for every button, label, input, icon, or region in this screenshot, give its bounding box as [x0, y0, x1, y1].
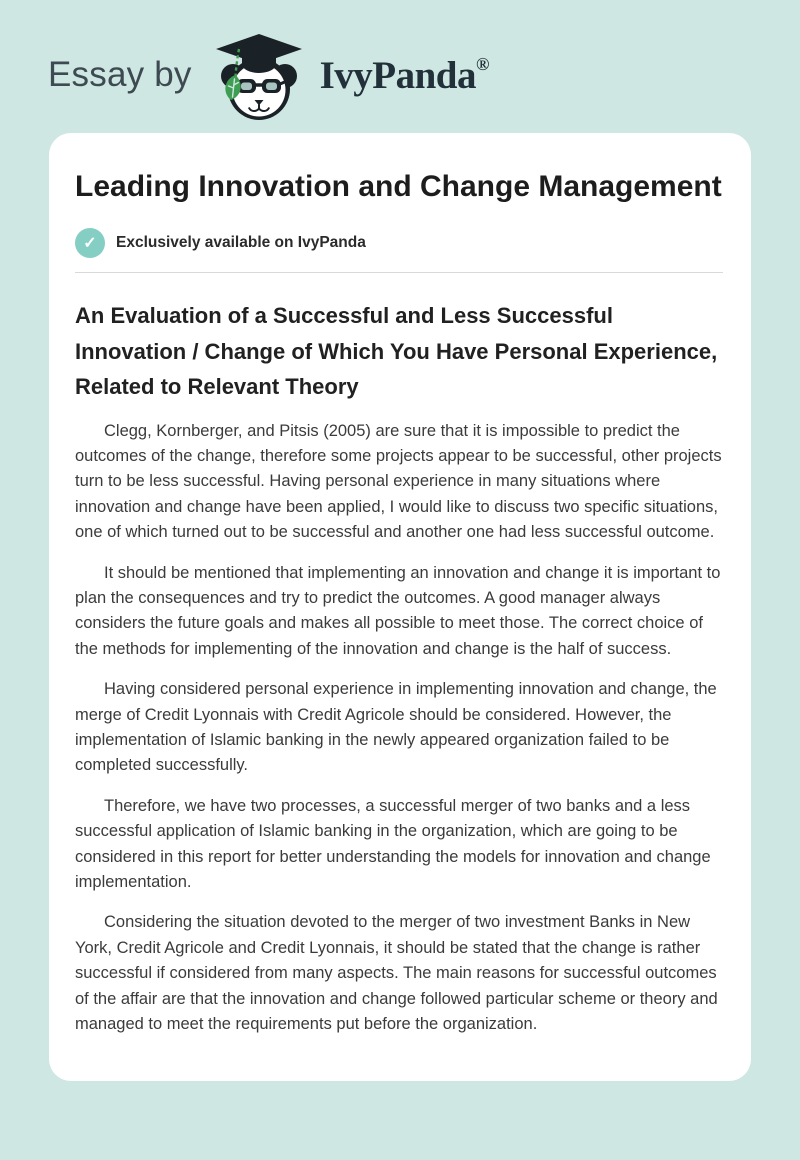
panda-graduate-icon [208, 32, 310, 122]
exclusive-badge-label: Exclusively available on IvyPanda [116, 234, 366, 251]
essay-paragraph-4: Therefore, we have two processes, a successful merger of two banks and a less successful application of Islamic banking in the organization, which are going to be considered in this report for better understanding the models for innovation and change implementation. [75, 796, 711, 891]
divider [75, 272, 723, 273]
registered-trademark: ® [476, 53, 489, 74]
essay-body [75, 419, 723, 1038]
essay-paragraph-3: Having considered personal experience in implementing innovation and change, the merge of Credit Lyonnais with Credit Agricole should be considered. However, the implementation of Islamic banking in the newly appeared organization failed to be completed successfully. [75, 680, 717, 775]
exclusive-badge [75, 228, 723, 258]
essay-card [49, 133, 751, 1081]
essay-paragraph-2: It should be mentioned that implementing an innovation and change it is important to plan the consequences and try to predict the outcomes. A good manager always considers the future goals and makes all possible to meet those. The correct choice of the methods for implementing of the innovation and change is the half of success. [75, 563, 721, 658]
essay-paragraph-1: Clegg, Kornberger, and Pitsis (2005) are sure that it is impossible to predict the outcomes of the change, therefore some projects appear to be successful, other projects turn to be less successful. Having personal experience in many situations where innovation and change have been applied, I would like to discuss two specific situations, one of which turned out to be successful and another one had less successful outcome. [75, 421, 722, 542]
check-icon: ✓ [75, 228, 105, 258]
brand-wordmark [320, 53, 489, 98]
brand-name: IvyPanda [319, 53, 476, 97]
essay-paragraph-5: Considering the situation devoted to the merger of two investment Banks in New York, Credit Agricole and Credit Lyonnais, it should be stated that the change is rather successful if considered from many aspects. The main reasons for successful outcomes of the affair are that the innovation and change followed particular scheme or theory and managed to meet the requirements put before the organization. [75, 913, 718, 1034]
section-heading: An Evaluation of a Successful and Less Successful Innovation / Change of Which You Have Personal Experience, Related to Relevant Theory [75, 303, 718, 399]
essay-by-label: Essay by [48, 55, 192, 94]
essay-title: Leading Innovation and Change Management [75, 170, 722, 203]
site-header [0, 0, 800, 126]
